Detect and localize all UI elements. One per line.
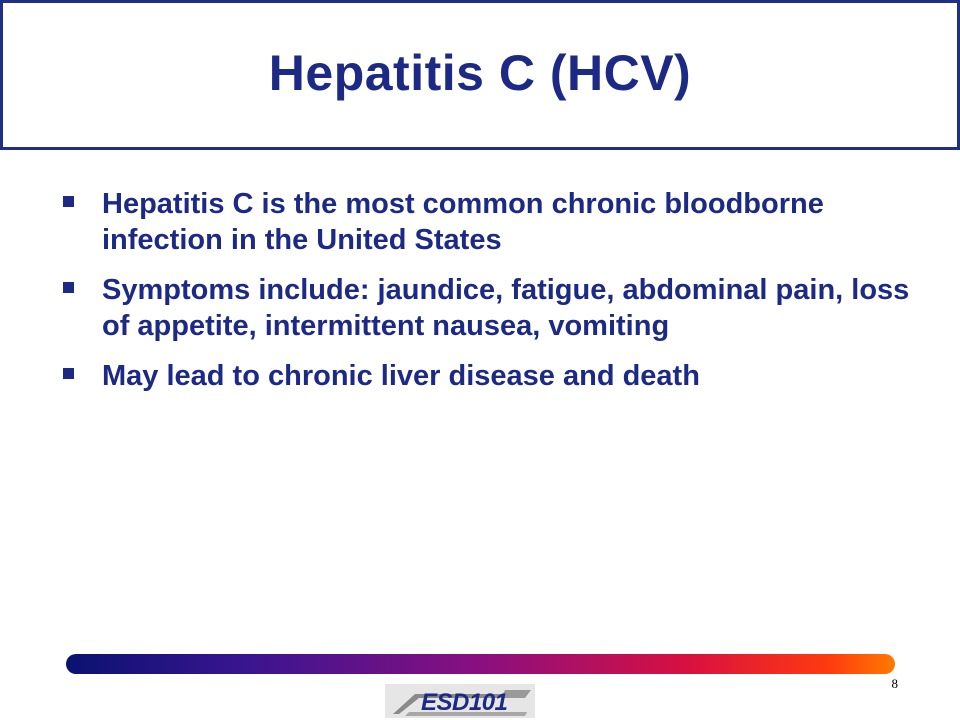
bullet-text: May lead to chronic liver disease and death	[102, 360, 700, 392]
esd101-logo	[385, 684, 535, 718]
slide-number: 8	[891, 676, 898, 691]
bullet-item	[58, 186, 918, 258]
square-bullet-icon	[63, 368, 74, 379]
logo-text: ESD101	[421, 689, 508, 716]
square-bullet-icon	[63, 282, 74, 293]
square-bullet-icon	[63, 196, 74, 207]
bullet-list	[58, 186, 918, 408]
slide-title: Hepatitis C (HCV)	[268, 45, 692, 101]
bullet-text: Hepatitis C is the most common chronic bloodborne infection in the United States	[102, 188, 824, 256]
bullet-item	[58, 272, 918, 344]
gradient-divider-bar	[66, 654, 895, 674]
bullet-text: Symptoms include: jaundice, fatigue, abdominal pain, loss of appetite, intermittent nausea, vomiting	[102, 274, 910, 342]
title-box	[0, 0, 960, 150]
bullet-item	[58, 358, 918, 394]
